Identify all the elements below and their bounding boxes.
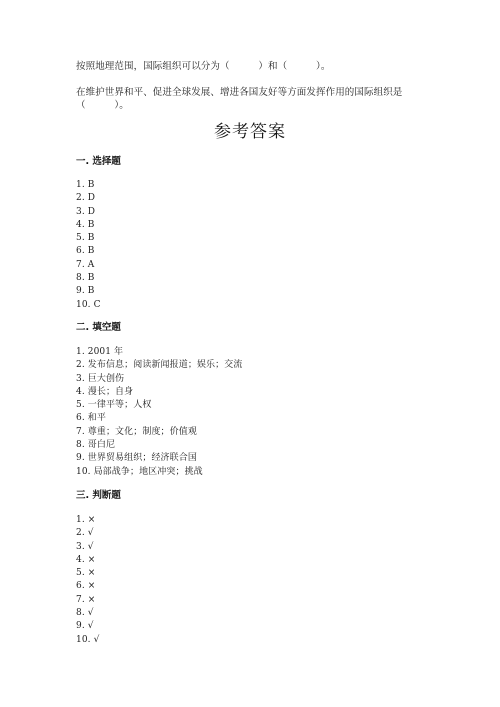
list-item: 2. 发布信息；阅读新闻报道；娱乐；交流 [76, 360, 243, 371]
list-item: 7. × [76, 594, 96, 605]
section-heading-fill: 二. 填空题 [76, 322, 121, 333]
list-item: 1. B [76, 180, 95, 190]
list-item: 3. 巨大创伤 [76, 373, 125, 384]
list-item: 3. D [76, 206, 96, 217]
list-item: 9. 世界贸易组织；经济联合国 [76, 453, 197, 464]
list-item: 2. D [76, 193, 96, 204]
list-item: 8. √ [76, 608, 94, 619]
section-heading-choice: 一. 选择题 [76, 156, 121, 167]
question-line-2: 在维护世界和平、促进全球发展、增进各国友好等方面发挥作用的国际组织是 [76, 87, 403, 98]
judge-answer-list [76, 514, 99, 647]
list-item: 4. × [76, 554, 96, 565]
list-item: 5. B [76, 233, 95, 244]
answer-title: 参考答案 [214, 122, 286, 142]
list-item: 5. 一律平等；人权 [76, 400, 152, 411]
fill-answer-list [76, 346, 242, 479]
list-item: 1. 2001 年 [76, 347, 124, 357]
list-item: 8. B [76, 273, 95, 284]
question-line-1: 按照地理范围，国际组织可以分为（ ）和（ ）。 [76, 61, 331, 72]
list-item: 8. 哥白尼 [76, 440, 116, 451]
list-item: 9. √ [76, 621, 94, 632]
list-item: 4. B [76, 219, 95, 230]
list-item: 6. × [76, 581, 96, 592]
list-item: 1. × [76, 515, 96, 525]
list-item: 9. B [76, 286, 95, 297]
section-heading-judge: 三. 判断题 [76, 490, 121, 501]
list-item: 10. 局部战争；地区冲突；挑战 [76, 466, 203, 477]
list-item: 3. √ [76, 541, 94, 552]
list-item: 5. × [76, 568, 96, 579]
list-item: 2. √ [76, 528, 94, 539]
list-item: 10. C [76, 299, 101, 310]
list-item: 6. 和平 [76, 413, 106, 424]
list-item: 4. 漫长；自身 [76, 386, 134, 397]
list-item: 10. √ [76, 634, 100, 645]
list-item: 7. A [76, 259, 95, 270]
choice-answer-list [76, 179, 101, 312]
question-line-3: （ ）。 [76, 100, 129, 111]
list-item: 6. B [76, 246, 95, 257]
list-item: 7. 尊重；文化；制度；价值观 [76, 426, 197, 437]
